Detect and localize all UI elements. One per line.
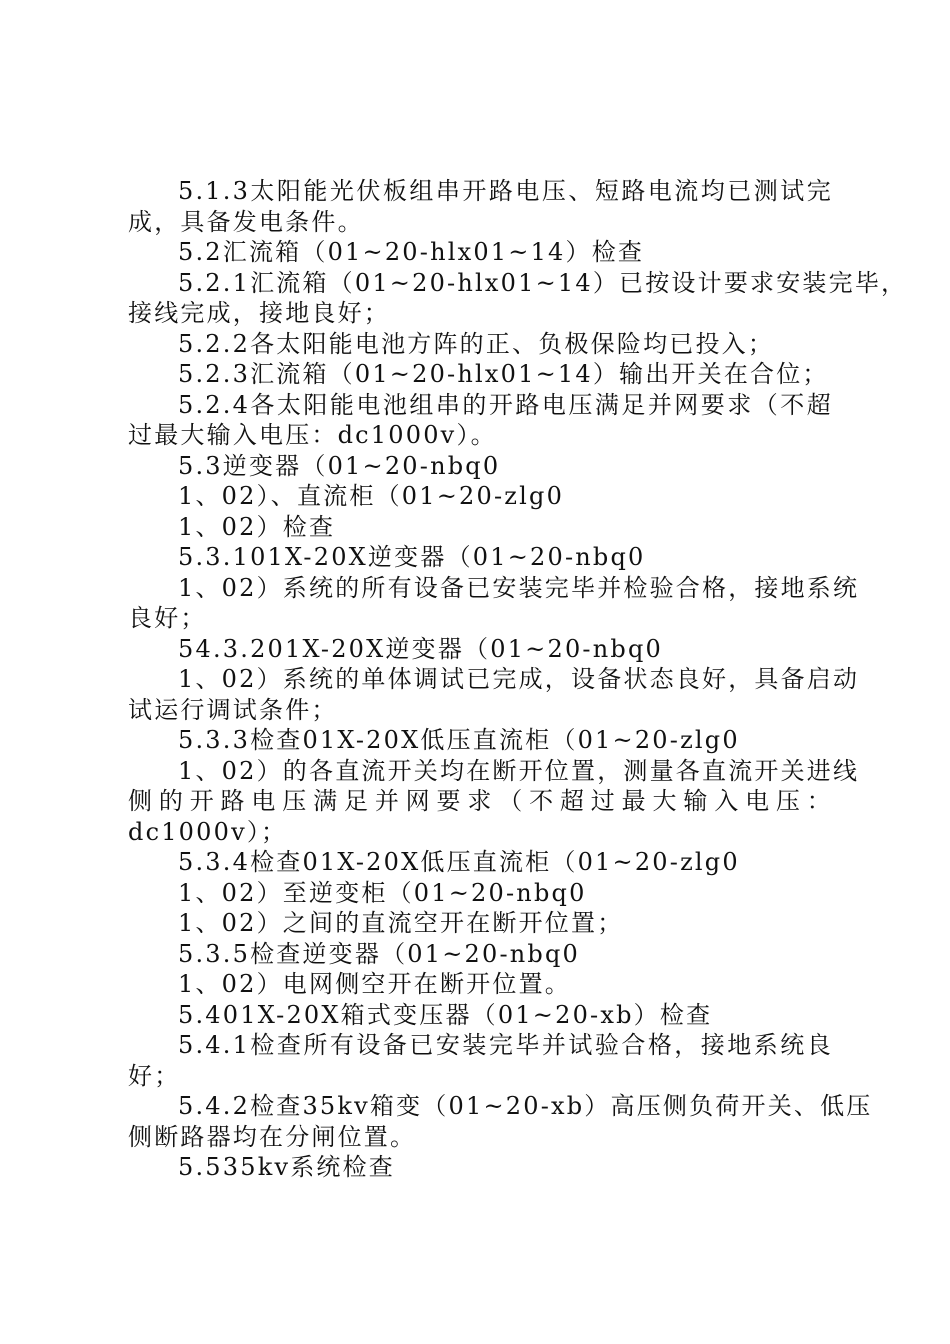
paragraph-line: 试运行调试条件； [128, 695, 338, 724]
paragraph-line: 接线完成，接地良好； [128, 299, 390, 327]
section-heading: 1、02）检查 [178, 512, 336, 541]
paragraph-line: 5.4.2检查35kv箱变（01~20-xb）高压侧负荷开关、低压 [178, 1092, 873, 1120]
section-heading: 5.535kv系统检查 [178, 1153, 396, 1181]
paragraph-line: 5.3.101X-20X逆变器（01~20-nbq0 [178, 543, 646, 571]
paragraph-line: 侧断路器均在分闸位置。 [128, 1122, 417, 1151]
paragraph-line: dc1000v）； [128, 817, 288, 846]
paragraph-line: 5.3.5检查逆变器（01~20-nbq0 [178, 939, 581, 968]
paragraph-line: 54.3.201X-20X逆变器（01~20-nbq0 [178, 634, 663, 663]
paragraph-line: 5.2.1汇流箱（01~20-hlx01~14）已按设计要求安装完毕， [178, 268, 908, 297]
paragraph-line: 过最大输入电压：dc1000v）。 [128, 421, 497, 449]
paragraph-line: 好； [128, 1061, 181, 1090]
paragraph-line: 5.3.4检查01X-20X低压直流柜（01~20-zlg0 [178, 848, 740, 876]
paragraph-line: 1、02）电网侧空开在断开位置。 [178, 970, 572, 998]
paragraph-line: 5.2.4各太阳能电池组串的开路电压满足并网要求（不超 [178, 390, 833, 419]
paragraph-line: 良好； [128, 604, 207, 632]
paragraph-line: 5.4.1检查所有设备已安装完毕并试验合格，接地系统良 [178, 1031, 833, 1059]
section-heading: 5.2汇流箱（01~20-hlx01~14）检查 [178, 238, 645, 266]
paragraph-line: 5.2.3汇流箱（01~20-hlx01~14）输出开关在合位； [178, 360, 829, 388]
paragraph-line: 5.3.3检查01X-20X低压直流柜（01~20-zlg0 [178, 726, 740, 754]
paragraph-line: 5.2.2各太阳能电池方阵的正、负极保险均已投入； [178, 329, 775, 358]
paragraph-line: 1、02）至逆变柜（01~20-nbq0 [178, 878, 587, 907]
paragraph-line: 侧的开路电压满足并网要求（不超过最大输入电压： [128, 787, 833, 815]
section-heading: 5.3逆变器（01~20-nbq0 [178, 451, 501, 480]
section-heading: 1、02）、直流柜（01~20-zlg0 [178, 482, 565, 510]
paragraph-line: 1、02）系统的所有设备已安装完毕并检验合格，接地系统 [178, 573, 860, 602]
paragraph-line: 1、02）之间的直流空开在断开位置； [178, 909, 624, 937]
section-heading: 5.401X-20X箱式变压器（01~20-xb）检查 [178, 1000, 713, 1029]
document-body [128, 176, 908, 1183]
paragraph-line: 1、02）系统的单体调试已完成，设备状态良好，具备启动 [178, 665, 860, 693]
paragraph-line: 5.1.3太阳能光伏板组串开路电压、短路电流均已测试完 [178, 177, 833, 205]
paragraph-line: 成，具备发电条件。 [128, 207, 364, 236]
paragraph-line: 1、02）的各直流开关均在断开位置，测量各直流开关进线 [178, 756, 860, 785]
